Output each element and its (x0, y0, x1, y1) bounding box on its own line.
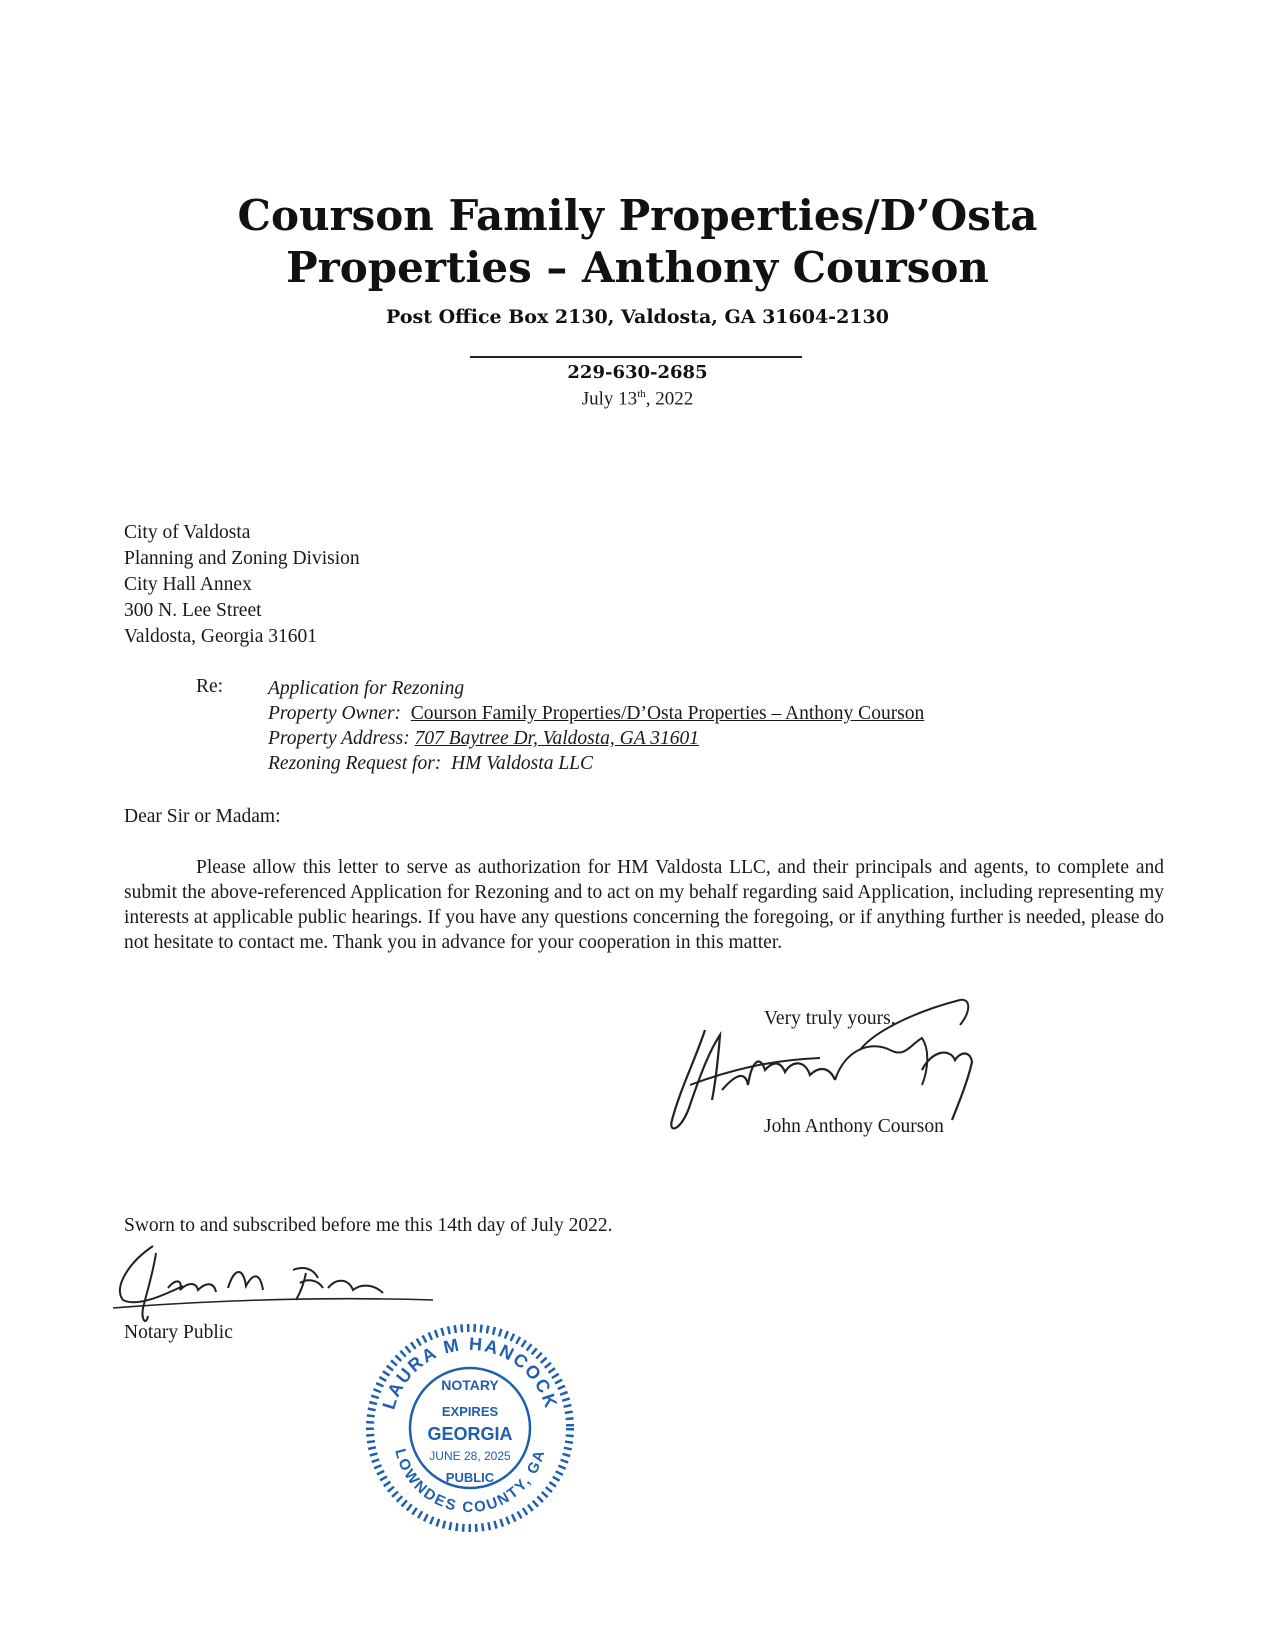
letterhead-divider (470, 356, 802, 358)
recipient-line: 300 N. Lee Street (124, 600, 262, 621)
seal-notary-text: NOTARY (441, 1377, 499, 1393)
seal-expiry-date: JUNE 28, 2025 (429, 1449, 511, 1463)
date-month-day: July 13 (581, 388, 638, 410)
recipient-line: City Hall Annex (124, 574, 252, 595)
letterhead-phone: 229-630-2685 (567, 362, 708, 383)
address-value: 707 Baytree Dr, Valdosta, GA 31601 (414, 728, 699, 749)
owner-value: Courson Family Properties/D’Osta Properties – Anthony Courson (410, 703, 925, 724)
notary-signature (108, 1238, 438, 1328)
re-address-line (268, 726, 924, 751)
signer-name: John Anthony Courson (764, 1116, 944, 1137)
request-label: Rezoning Request for: (268, 753, 442, 774)
seal-public-text: PUBLIC (445, 1470, 495, 1485)
recipient-address (124, 520, 360, 650)
request-value: HM Valdosta LLC (451, 753, 594, 774)
notary-public-label: Notary Public (124, 1322, 233, 1343)
address-label: Property Address: (268, 728, 410, 749)
sworn-statement: Sworn to and subscribed before me this 14th day of July 2022. (124, 1215, 613, 1236)
date-ordinal: th (637, 388, 646, 400)
owner-label: Property Owner: (268, 703, 402, 724)
recipient-line: Planning and Zoning Division (124, 548, 360, 569)
recipient-line: Valdosta, Georgia 31601 (124, 626, 317, 647)
body-paragraph: Please allow this letter to serve as authorization for HM Valdosta LLC, and their principals and agents, to complete and submit the above-referenced Application for Rezoning and to act on my behalf regarding said Application, including representing my interests at applicable public hearings. If you have any questions concerning the foregoing, or if anything further is needed, please do not hesitate to contact me. Thank you in advance for your cooperation in this matter. (124, 857, 1164, 953)
closing: Very truly yours, (764, 1008, 896, 1029)
seal-top-arc-text: LAURA M HANCOCK (378, 1333, 562, 1412)
letterhead-company-line2: Properties – Anthony Courson (286, 243, 989, 292)
re-subject: Application for Rezoning (268, 678, 465, 699)
re-request-line (268, 751, 924, 776)
salutation: Dear Sir or Madam: (124, 806, 281, 827)
re-owner-line (268, 701, 924, 726)
notary-seal (360, 1318, 580, 1538)
recipient-line: City of Valdosta (124, 522, 251, 543)
seal-state-text: GEORGIA (427, 1424, 513, 1444)
re-label: Re: (196, 676, 224, 697)
letterhead-po-box: Post Office Box 2130, Valdosta, GA 31604-2130 (386, 306, 889, 328)
date-year: , 2022 (645, 388, 694, 410)
re-block (268, 676, 924, 776)
letterhead-company-line1: Courson Family Properties/D’Osta (237, 191, 1038, 240)
seal-bottom-arc-text: LOWNDES COUNTY, GA (391, 1446, 549, 1517)
letter-date (0, 388, 1275, 410)
seal-expires-text: EXPIRES (441, 1404, 499, 1419)
